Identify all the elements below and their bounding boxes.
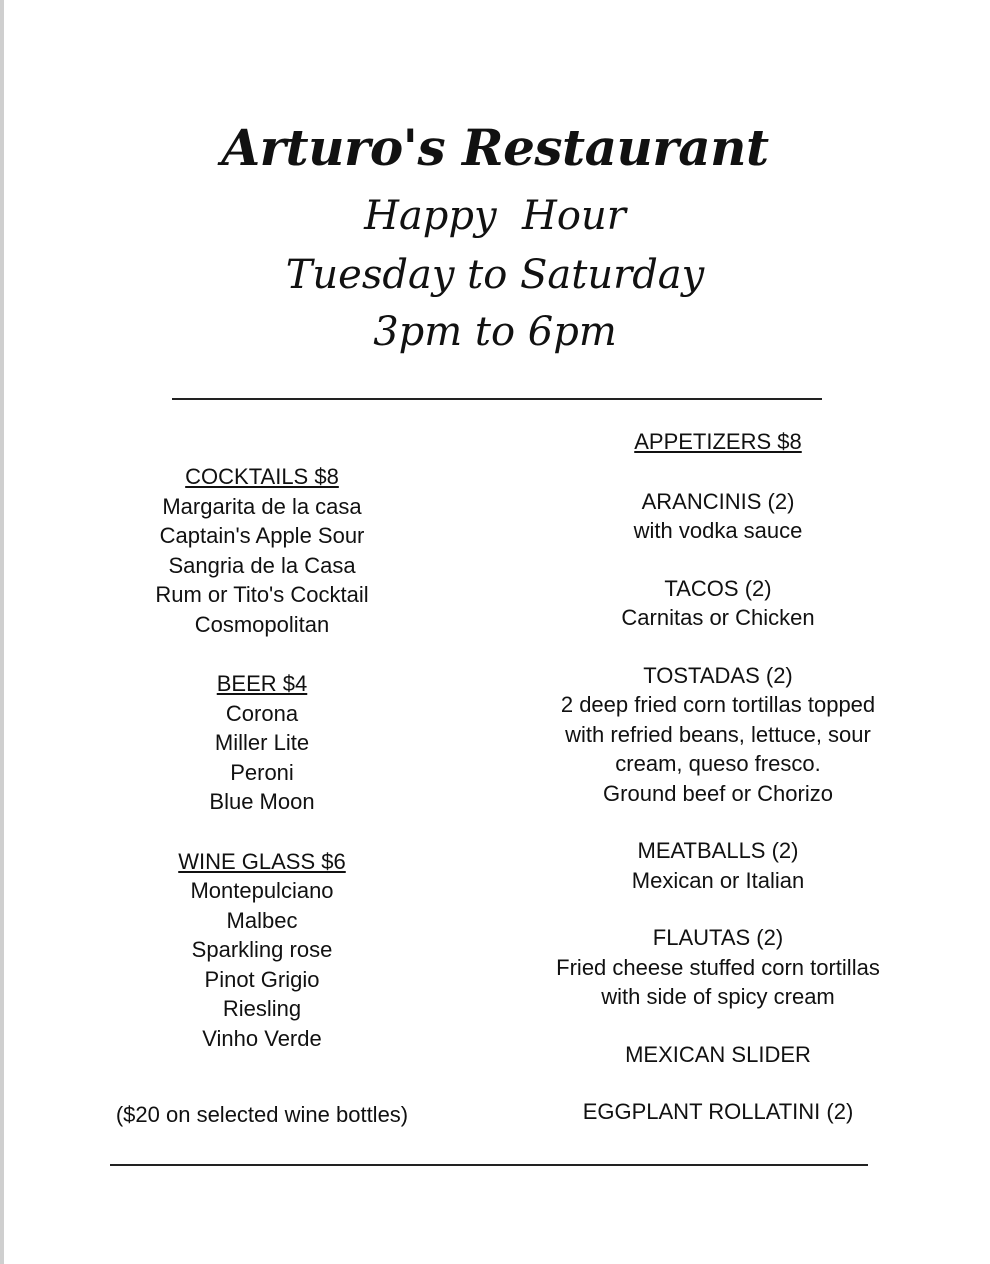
beer-section [62, 669, 462, 817]
appetizer-description: Mexican or Italian [631, 867, 805, 893]
happy-hour-time: 3pm to 6pm [373, 309, 617, 355]
appetizer-item [508, 1097, 928, 1127]
menu-item: Pinot Grigio [204, 966, 320, 992]
menu-item: Rum or Tito's Cocktail [155, 582, 369, 607]
cocktails-section [62, 462, 462, 639]
appetizer-item [508, 574, 928, 633]
menu-item: Blue Moon [209, 789, 315, 814]
menu-item: Montepulciano [190, 878, 334, 903]
appetizer-description: with vodka sauce [633, 518, 803, 543]
menu-item: Corona [225, 700, 299, 726]
section-heading: COCKTAILS $8 [185, 464, 339, 489]
restaurant-name: Arturo's Restaurant [221, 118, 769, 177]
menu-item: Sparkling rose [191, 937, 333, 962]
appetizer-name: FLAUTAS (2) [652, 925, 784, 950]
wine-bottle-note: ($20 on selected wine bottles) [115, 1102, 409, 1127]
drinks-column [62, 462, 462, 1130]
appetizer-description: 2 deep fried corn tortillas topped [560, 692, 876, 717]
appetizer-item [508, 661, 928, 809]
section-heading: BEER $4 [216, 671, 308, 696]
menu-item: Cosmopolitan [194, 611, 330, 637]
event-name: Happy Hour [364, 193, 626, 239]
appetizer-description: Fried cheese stuffed corn tortillas [556, 954, 880, 980]
wine-section [62, 847, 462, 1054]
bottom-divider [110, 1164, 868, 1166]
menu-item: Captain's Apple Sour [159, 523, 365, 548]
top-divider [172, 398, 822, 400]
appetizer-description: with side of spicy cream [601, 984, 835, 1009]
happy-hour-days: Tuesday to Saturday [285, 252, 705, 298]
menu-item: Sangria de la Casa [168, 552, 356, 578]
appetizer-item [508, 923, 928, 1012]
appetizer-name: MEATBALLS (2) [637, 838, 799, 863]
appetizer-description: Carnitas or Chicken [621, 605, 815, 630]
appetizer-item [508, 1040, 928, 1070]
appetizer-description: Ground beef or Chorizo [603, 780, 833, 806]
menu-item: Peroni [230, 759, 294, 785]
menu-item: Margarita de la casa [162, 493, 362, 519]
appetizer-name: MEXICAN SLIDER [625, 1041, 811, 1067]
appetizer-description: with refried beans, lettuce, sour [565, 721, 871, 747]
menu-item: Malbec [226, 907, 298, 933]
section-heading: WINE GLASS $6 [178, 848, 346, 874]
appetizer-item [508, 487, 928, 546]
menu-item: Riesling [222, 996, 302, 1021]
appetizer-name: TOSTADAS (2) [643, 662, 793, 688]
appetizer-item [508, 836, 928, 895]
appetizer-name: EGGPLANT ROLLATINI (2) [582, 1099, 854, 1124]
appetizers-column [508, 427, 928, 1127]
section-heading: APPETIZERS $8 [634, 429, 802, 454]
appetizer-name: TACOS (2) [664, 575, 772, 601]
appetizer-description: cream, queso fresco. [615, 751, 821, 776]
menu-item: Vinho Verde [202, 1025, 322, 1051]
menu-item: Miller Lite [214, 730, 310, 755]
page-edge [0, 0, 4, 1264]
appetizer-name: ARANCINIS (2) [641, 488, 795, 514]
